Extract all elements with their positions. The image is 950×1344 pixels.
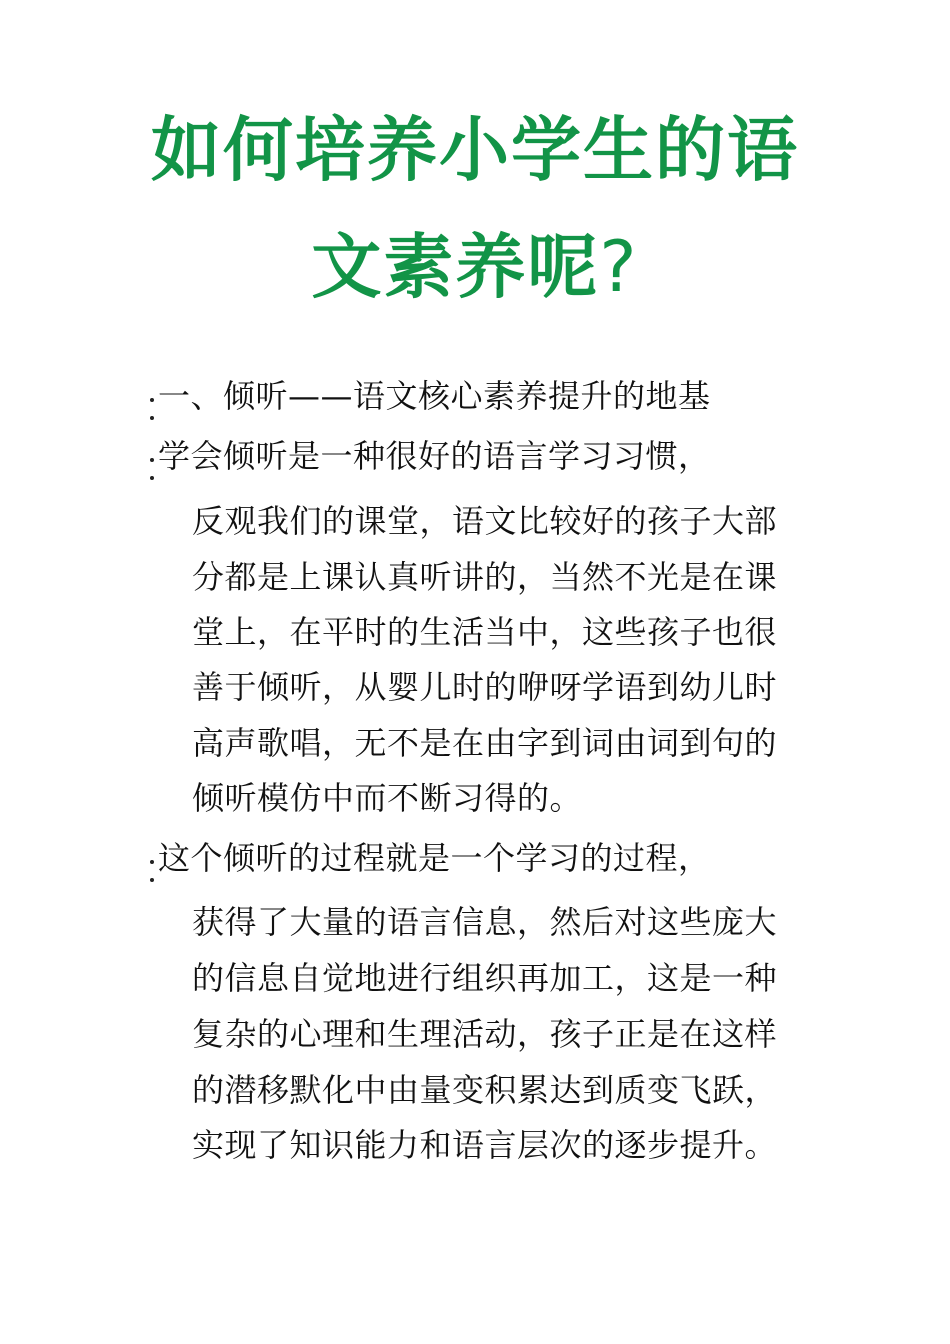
title-question-mark: ? [599,226,639,308]
bullet-dot-icon [150,458,154,462]
title-line-1: 如何培养小学生的语 [151,109,799,191]
title-line-2-text: 文素养呢 [311,226,600,308]
paragraph2-line: 获得了大量的语言信息，然后对这些庞大 [192,903,778,941]
paragraph1-line: 高声歌唱，无不是在由字到词由词到句的 [192,724,778,762]
paragraph1-line: 善于倾听，从婴儿时的咿呀学语到幼儿时 [192,668,778,706]
bullet-dot-icon [150,860,154,864]
bullet-dot-icon [150,878,154,882]
paragraph2-line: 的信息自觉地进行组织再加工，这是一种 [192,959,778,997]
bullet-dot-icon [150,416,154,420]
paragraph1-lead: 学会倾听是一种很好的语言学习习惯， [158,437,711,475]
paragraph1-line: 倾听模仿中而不断习得的。 [192,779,583,817]
paragraph2-line: 实现了知识能力和语言层次的逐步提升。 [192,1126,778,1164]
section-heading: 一、倾听——语文核心素养提升的地基 [158,377,711,415]
paragraph2-lead: 这个倾听的过程就是一个学习的过程， [158,839,711,877]
paragraph1-line: 堂上，在平时的生活当中，这些孩子也很 [192,613,778,651]
paragraph2-line: 复杂的心理和生理活动，孩子正是在这样 [192,1015,778,1053]
bullet-dot-icon [150,476,154,480]
bullet-dot-icon [150,398,154,402]
paragraph2-line: 的潜移默化中由量变积累达到质变飞跃， [192,1071,778,1109]
paragraph1-line: 分都是上课认真听讲的，当然不光是在课 [192,558,778,596]
title-line-2 [0,226,950,308]
paragraph1-line: 反观我们的课堂，语文比较好的孩子大部 [192,502,778,540]
